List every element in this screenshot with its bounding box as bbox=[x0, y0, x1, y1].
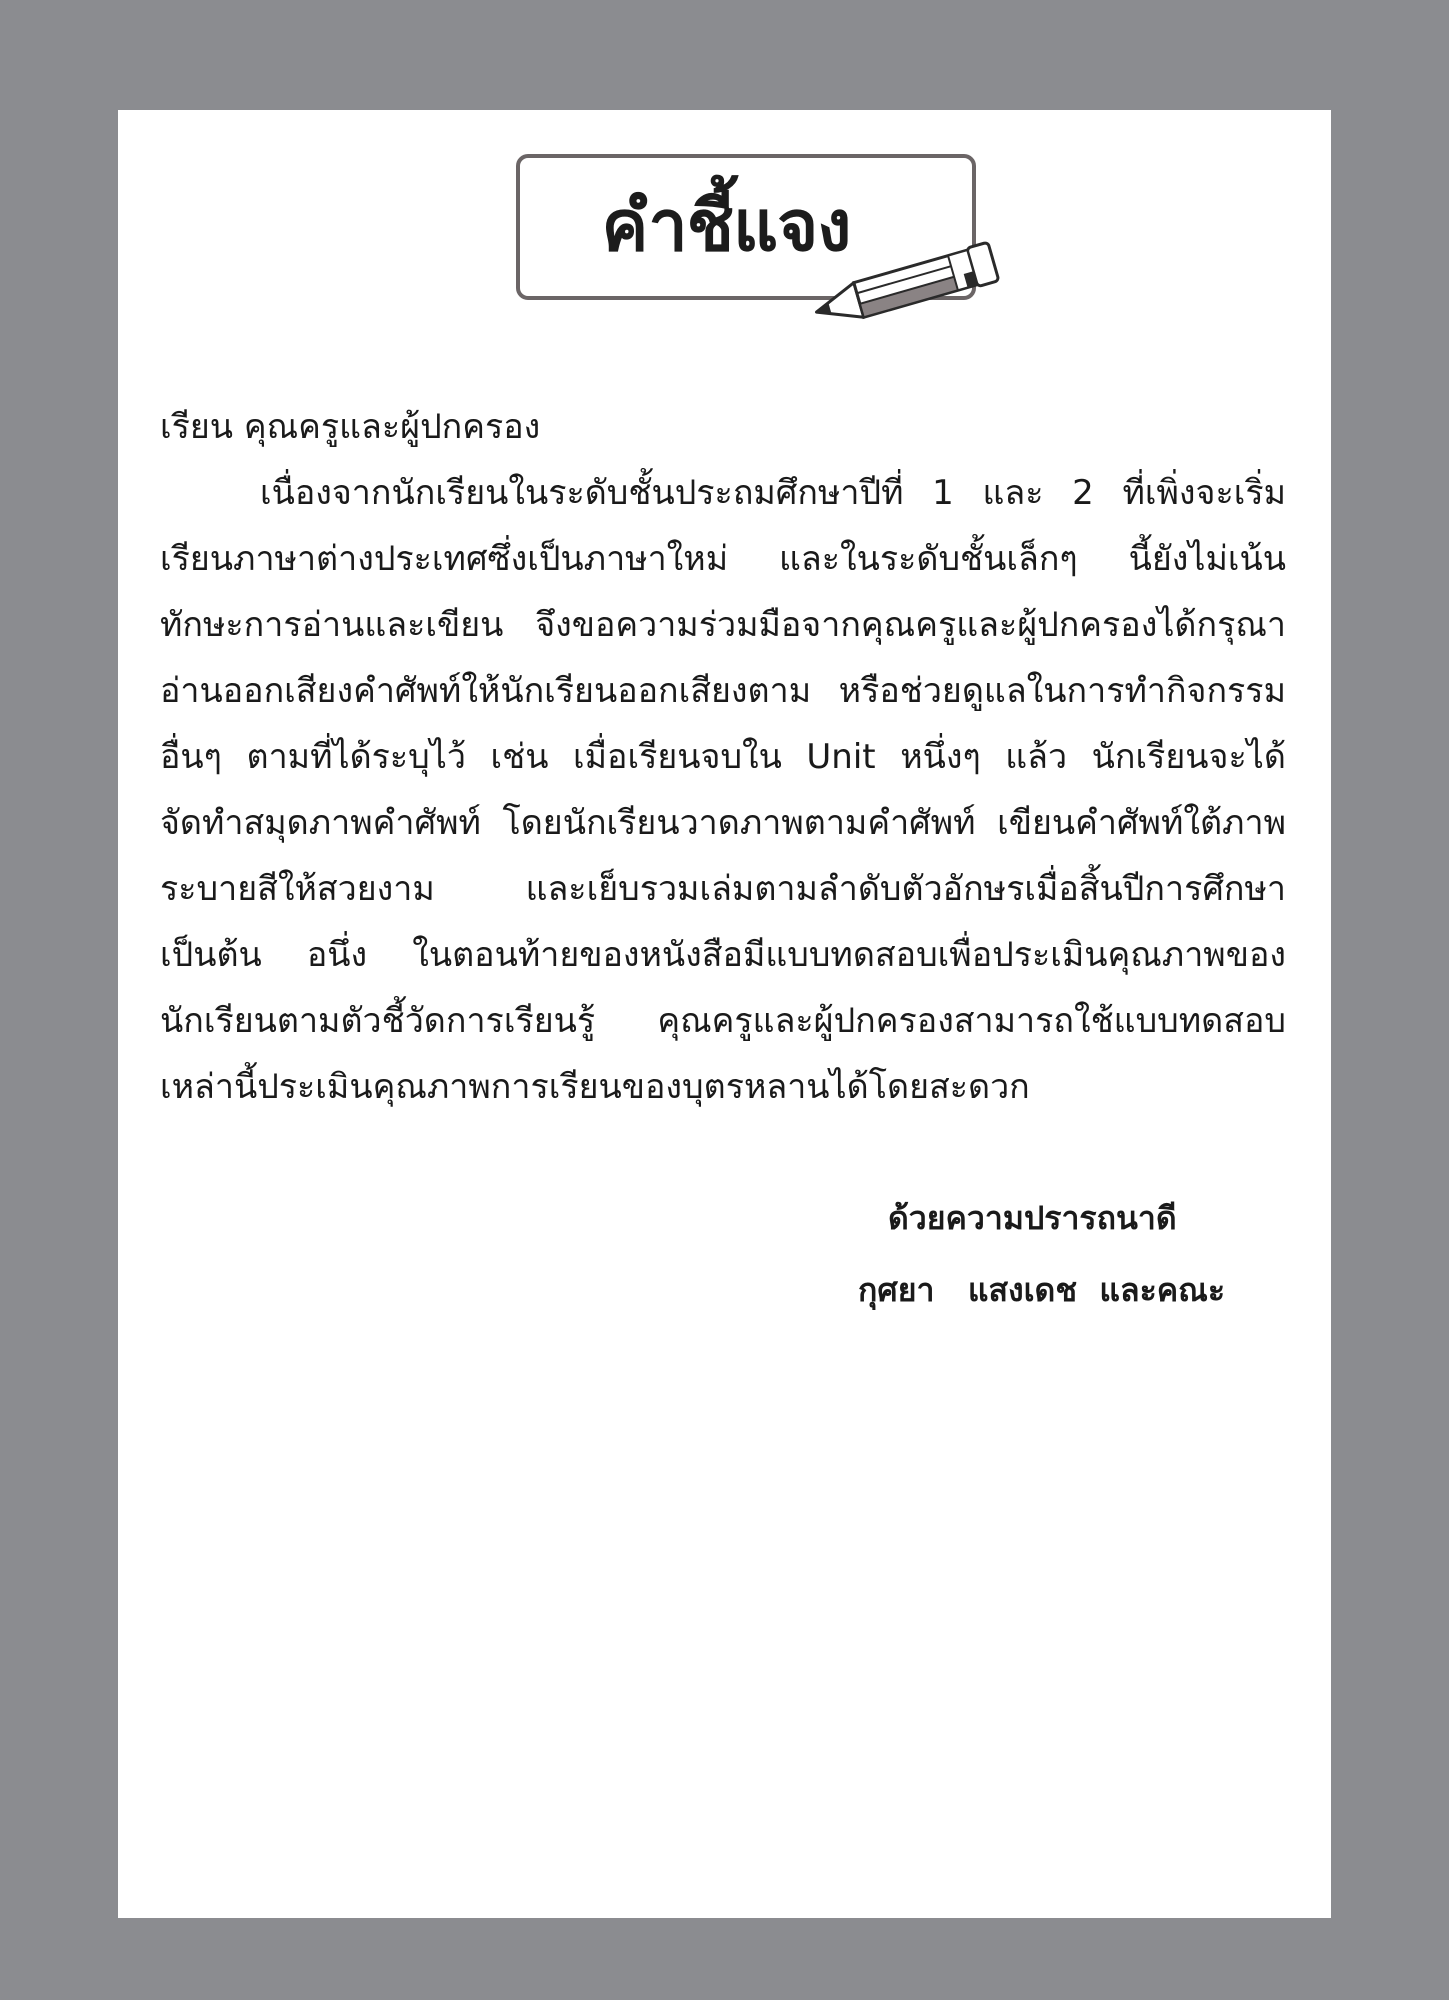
word: และ bbox=[982, 473, 1044, 513]
word: โดยนักเรียนวาดภาพตามคำศัพท์ bbox=[502, 803, 976, 843]
word: ในตอนท้ายของหนังสือมีแบบทดสอบเพื่อประเมินคุณภาพของ bbox=[412, 935, 1286, 975]
paragraph-line bbox=[160, 460, 1286, 526]
signer-names: กุศยา แสงเดช และคณะ bbox=[858, 1271, 1226, 1309]
word: จัดทำสมุดภาพคำศัพท์ bbox=[160, 803, 481, 843]
word: เช่น bbox=[490, 737, 549, 777]
word: และเย็บรวมเล่มตามลำดับตัวอักษรเมื่อสิ้นปีการศึกษา bbox=[525, 869, 1286, 909]
word: นักเรียนจะได้ bbox=[1091, 737, 1286, 777]
word: ระบายสีให้สวยงาม bbox=[160, 869, 435, 909]
word: คุณครูและผู้ปกครองสามารถใช้แบบทดสอบ bbox=[657, 1001, 1286, 1041]
word: อื่นๆ bbox=[160, 737, 222, 777]
page-title: คำชี้แจง bbox=[601, 185, 851, 267]
word: เนื่องจากนักเรียนในระดับชั้นประถมศึกษาปีที่ bbox=[260, 473, 904, 513]
document-page bbox=[118, 110, 1331, 1918]
paragraph-line bbox=[160, 658, 1286, 724]
paragraph-line bbox=[160, 526, 1286, 592]
paragraph-line bbox=[160, 1054, 1286, 1120]
word: Unit bbox=[806, 737, 876, 777]
word: 2 bbox=[1072, 473, 1094, 513]
salutation: เรียน คุณครูและผู้ปกครอง bbox=[160, 407, 541, 447]
word: นี้ยังไม่เน้น bbox=[1128, 539, 1286, 579]
word: เหล่านี้ประเมินคุณภาพการเรียนของบุตรหลานได้โดยสะดวก bbox=[160, 1067, 1030, 1107]
word: แล้ว bbox=[1005, 737, 1068, 777]
closing-regards: ด้วยความปรารถนาดี bbox=[888, 1199, 1177, 1237]
word: ที่เพิ่งจะเริ่ม bbox=[1122, 473, 1286, 513]
word: เรียนภาษาต่างประเทศซึ่งเป็นภาษาใหม่ bbox=[160, 539, 729, 579]
word: อ่านออกเสียงคำศัพท์ให้นักเรียนออกเสียงตาม bbox=[160, 671, 812, 711]
word: อนึ่ง bbox=[306, 935, 368, 975]
word: เมื่อเรียนจบใน bbox=[573, 737, 782, 777]
body-text bbox=[160, 394, 1286, 1120]
word: นักเรียนตามตัวชี้วัดการเรียนรู้ bbox=[160, 1001, 596, 1041]
word: 1 bbox=[932, 473, 954, 513]
paragraph-line bbox=[160, 922, 1286, 988]
word: เป็นต้น bbox=[160, 935, 262, 975]
word: หรือช่วยดูแลในการทำกิจกรรม bbox=[838, 671, 1286, 711]
word: ทักษะการอ่านและเขียน bbox=[160, 605, 504, 645]
word: หนึ่งๆ bbox=[900, 737, 981, 777]
paragraph-line bbox=[160, 988, 1286, 1054]
word: ตามที่ได้ระบุไว้ bbox=[246, 737, 466, 777]
paragraph-line bbox=[160, 592, 1286, 658]
word: จึงขอความร่วมมือจากคุณครูและผู้ปกครองได้กรุณา bbox=[535, 605, 1286, 645]
word: และในระดับชั้นเล็กๆ bbox=[779, 539, 1078, 579]
paragraph-line bbox=[160, 790, 1286, 856]
paragraph-line bbox=[160, 856, 1286, 922]
word: เขียนคำศัพท์ใต้ภาพ bbox=[997, 803, 1286, 843]
paragraph-line bbox=[160, 724, 1286, 790]
closing-block bbox=[858, 1182, 1258, 1326]
pencil-icon bbox=[803, 225, 1003, 335]
